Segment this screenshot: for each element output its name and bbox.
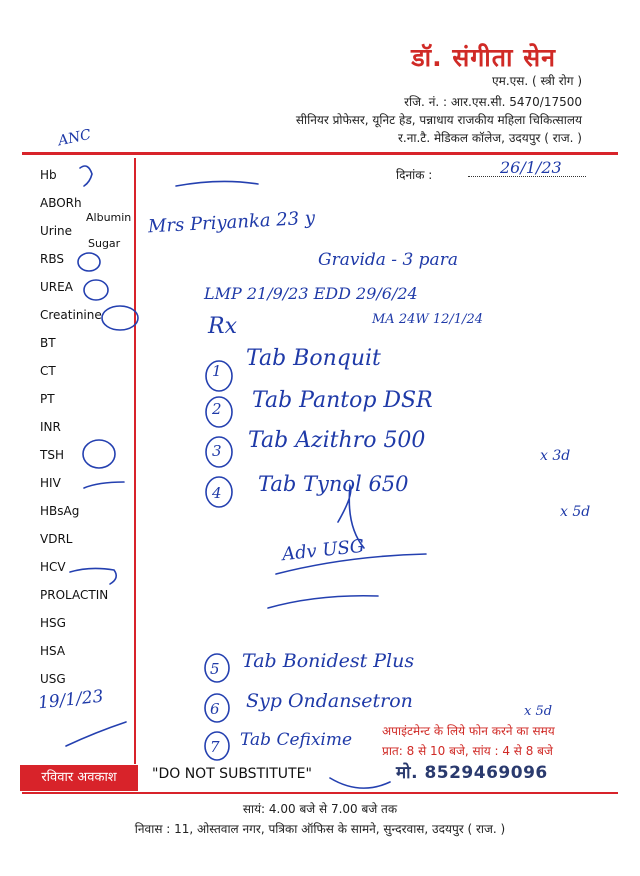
rx-med-6: Syp Ondansetron bbox=[246, 690, 413, 712]
test-sugar: Sugar bbox=[88, 237, 121, 250]
test-prolactin: PROLACTIN bbox=[40, 588, 109, 602]
rx-med-4: Tab Tynol 650 bbox=[258, 472, 409, 496]
test-hsg: HSG bbox=[40, 616, 66, 630]
qualification: एम.एस. ( स्त्री रोग ) bbox=[492, 74, 582, 88]
rx-dose-b: x 5d bbox=[560, 504, 591, 520]
rx-patient: Mrs Priyanka 23 y bbox=[147, 207, 316, 238]
date-value: 26/1/23 bbox=[500, 158, 562, 177]
rx-med-2: Tab Pantop DSR bbox=[252, 388, 433, 413]
rx-dose-a: x 3d bbox=[540, 448, 571, 464]
rx-num-4: 4 bbox=[212, 484, 222, 502]
sunday-off-badge: रविवार अवकाश bbox=[20, 765, 138, 791]
rx-med-3: Tab Azithro 500 bbox=[248, 428, 426, 453]
appointment-info: अपाइंटमेन्ट के लिये फोन करने का समय bbox=[382, 724, 555, 738]
do-not-substitute: "DO NOT SUBSTITUTE" bbox=[152, 766, 312, 782]
rx-advice: Adv USG bbox=[281, 535, 366, 566]
rx-num-3: 3 bbox=[212, 442, 222, 460]
test-hb: Hb bbox=[40, 168, 57, 182]
rx-num-2: 2 bbox=[212, 400, 222, 418]
rx-obstetric: Gravida - 3 para bbox=[318, 250, 458, 270]
test-hiv: HIV bbox=[40, 476, 61, 490]
evening-timing: सायं: 4.00 बजे से 7.00 बजे तक bbox=[242, 802, 398, 816]
test-hsa: HSA bbox=[40, 644, 66, 658]
rx-med-7: Tab Cefixime bbox=[240, 730, 353, 750]
test-vdrl: VDRL bbox=[40, 532, 73, 546]
test-creatinine: Creatinine bbox=[40, 308, 102, 322]
handwritten-anc: ANC bbox=[56, 126, 93, 150]
rx-num-5: 5 bbox=[210, 660, 220, 678]
rx-num-7: 7 bbox=[210, 738, 220, 756]
test-rbs: RBS bbox=[40, 252, 64, 266]
rx-ma: MA 24W 12/1/24 bbox=[372, 312, 483, 327]
residence-address: निवास : 11, ओस्तवाल नगर, पत्रिका ऑफिस के सामने, सुन्दरवास, उदयपुर ( राज. ) bbox=[134, 822, 506, 836]
appointment-hours: प्रात: 8 से 10 बजे, सांय : 4 से 8 बजे bbox=[382, 744, 553, 758]
rx-lmp: LMP 21/9/23 EDD 29/6/24 bbox=[204, 284, 418, 303]
test-hcv: HCV bbox=[40, 560, 66, 574]
doctor-name: डॉ. संगीता सेन bbox=[411, 43, 556, 72]
rx-dose-c: x 5d bbox=[524, 704, 553, 719]
rx-med-1: Tab Bonquit bbox=[246, 346, 381, 371]
sidebar-divider bbox=[134, 158, 136, 764]
test-aborh: ABORh bbox=[40, 196, 82, 210]
registration-number: रजि. नं. : आर.एस.सी. 5470/17500 bbox=[404, 95, 582, 109]
rx-med-5: Tab Bonidest Plus bbox=[242, 650, 415, 672]
institute: र.ना.टै. मेडिकल कॉलेज, उदयपुर ( राज. ) bbox=[397, 131, 582, 145]
test-urea: UREA bbox=[40, 280, 73, 294]
test-ct: CT bbox=[40, 364, 56, 378]
rx-symbol: Rx bbox=[208, 314, 237, 339]
test-usg: USG bbox=[40, 672, 66, 686]
test-albumin: Albumin bbox=[86, 211, 132, 224]
rx-num-1: 1 bbox=[212, 362, 222, 380]
header-divider bbox=[22, 152, 618, 155]
handwritten-side-date: 19/1/23 bbox=[37, 686, 105, 714]
test-pt: PT bbox=[40, 392, 55, 406]
test-urine: Urine bbox=[40, 224, 73, 238]
phone-number: मो. 8529469096 bbox=[396, 763, 548, 783]
test-hbsag: HBsAg bbox=[40, 504, 80, 518]
designation: सीनियर प्रोफेसर, यूनिट हेड, पन्नाधाय राजकीय महिला चिकित्सालय bbox=[295, 113, 582, 127]
test-tsh: TSH bbox=[40, 448, 64, 462]
rx-num-6: 6 bbox=[210, 700, 220, 718]
test-bt: BT bbox=[40, 336, 56, 350]
footer-divider bbox=[22, 792, 618, 794]
date-label: दिनांक : bbox=[396, 168, 433, 182]
test-inr: INR bbox=[40, 420, 61, 434]
